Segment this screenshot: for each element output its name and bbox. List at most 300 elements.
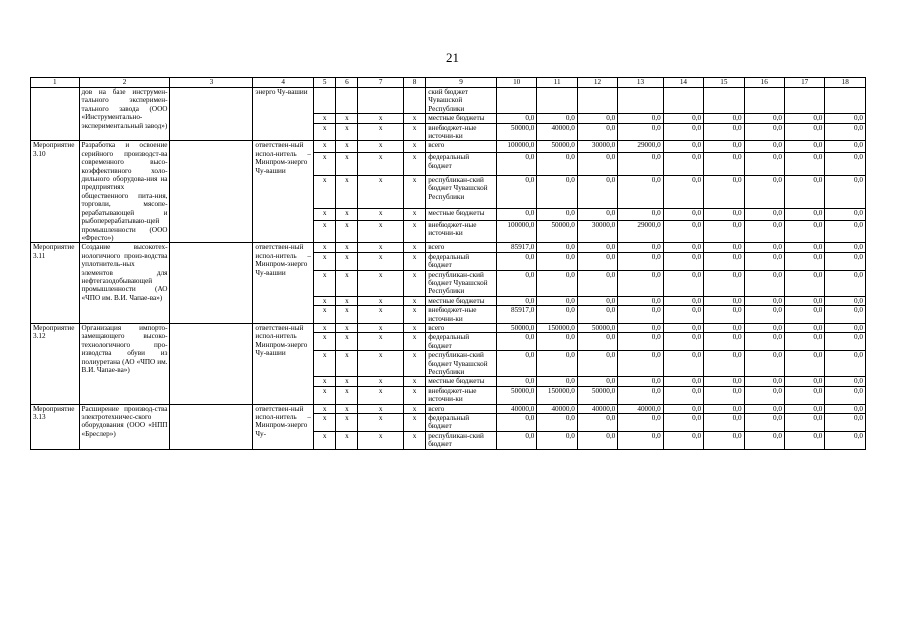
value-cell: 0,0 [825,404,866,413]
table-row [31,243,866,252]
value-cell: 40000,0 [618,404,663,413]
column-number: 4 [253,78,314,88]
value-cell: 0,0 [663,243,703,252]
value-cell: 0,0 [784,296,824,305]
value-cell: 0,0 [704,243,744,252]
value-cell: 0,0 [577,153,617,175]
mark-cell: x [403,351,425,377]
mark-cell: x [358,153,403,175]
value-cell: 0,0 [744,252,784,270]
mark-cell: x [403,153,425,175]
value-cell: 0,0 [744,243,784,252]
value-cell: 0,0 [663,175,703,208]
mark-cell: x [336,243,358,252]
mark-cell: x [336,414,358,432]
value-cell: 0,0 [825,220,866,243]
value-cell: 0,0 [825,323,866,332]
funding-source: ский бюджет Чувашской Республики [426,88,497,114]
value-cell: 0,0 [663,333,703,351]
mark-cell: x [336,306,358,324]
value-cell: 50000,0 [577,323,617,332]
value-cell: 0,0 [496,431,536,449]
table-row [31,323,866,332]
value-cell: 0,0 [618,123,663,141]
value-cell: 0,0 [618,243,663,252]
value-cell: 0,0 [496,175,536,208]
value-cell: 0,0 [744,175,784,208]
mark-cell: x [403,141,425,153]
value-cell: 0,0 [744,270,784,296]
mark-cell: x [403,377,425,386]
value-cell: 0,0 [784,252,824,270]
column-number: 9 [426,78,497,88]
value-cell: 0,0 [577,306,617,324]
value-cell: 0,0 [618,333,663,351]
mark-cell: x [403,270,425,296]
value-cell: 0,0 [618,414,663,432]
value-cell: 0,0 [663,377,703,386]
value-cell: 0,0 [744,296,784,305]
mark-cell: x [403,243,425,252]
mark-cell: x [336,220,358,243]
measure-name: Расширение производ-ства электротехничес-ского оборудования (ООО «НПП «Бреслер») [79,404,170,449]
funding-source: внебюджет-ные источни-ки [426,386,497,404]
value-cell: 0,0 [744,431,784,449]
value-cell: 0,0 [704,208,744,220]
funding-source: федеральный бюджет [426,333,497,351]
funding-source: внебюджет-ные источни-ки [426,306,497,324]
value-cell: 0,0 [784,431,824,449]
empty-cell [170,404,253,449]
measure-id: Мероприятие 3.12 [31,323,80,404]
value-cell: 0,0 [663,153,703,175]
value-cell: 0,0 [496,414,536,432]
mark-cell: x [314,208,336,220]
mark-cell: x [336,114,358,123]
value-cell: 0,0 [496,351,536,377]
mark-cell: x [336,153,358,175]
measure-executor: ответствен-ный испол-нитель – Минпром-энерго Чу-вашии [253,243,314,324]
mark-cell [336,88,358,114]
value-cell: 0,0 [704,414,744,432]
mark-cell: x [314,175,336,208]
value-cell: 50000,0 [537,141,577,153]
value-cell: 0,0 [704,123,744,141]
value-cell: 0,0 [784,175,824,208]
value-cell: 0,0 [577,252,617,270]
value-cell: 0,0 [784,323,824,332]
empty-cell [170,323,253,404]
value-cell: 0,0 [704,351,744,377]
value-cell: 0,0 [704,333,744,351]
value-cell: 0,0 [618,351,663,377]
measure-name: Разработка и освоение серийного производст-ва современного высо-коэффективного холо-дильного оборудова-ния на предприятиях общественного пита-ния, торговли, мясопе-рерабатывающей и рыбоперерабатываю-щей промышленности (ООО «Фресто») [79,141,170,243]
value-cell: 29000,0 [618,220,663,243]
value-cell: 0,0 [825,431,866,449]
value-cell: 0,0 [577,333,617,351]
value-cell: 0,0 [784,386,824,404]
funding-source: федеральный бюджет [426,153,497,175]
funding-source: всего [426,243,497,252]
value-cell: 0,0 [704,114,744,123]
value-cell: 0,0 [663,141,703,153]
value-cell: 0,0 [618,386,663,404]
mark-cell: x [358,220,403,243]
value-cell: 0,0 [577,414,617,432]
mark-cell: x [314,414,336,432]
empty-cell [170,141,253,243]
mark-cell: x [336,175,358,208]
value-cell: 0,0 [704,323,744,332]
measure-executor: ответствен-ный испол-нитель Минпром-энерго Чу-вашии [253,323,314,404]
mark-cell: x [314,252,336,270]
measure-name: Создание высокотех-нологичного произ-водства уплотнитель-ных элементов для нефтегазодобывающей промышленности (АО «ЧПО им. В.И. Чапае-ва») [79,243,170,324]
value-cell: 0,0 [784,123,824,141]
column-number: 5 [314,78,336,88]
value-cell [704,88,744,114]
column-number: 15 [704,78,744,88]
value-cell: 0,0 [704,386,744,404]
mark-cell: x [336,208,358,220]
mark-cell: x [358,323,403,332]
measure-id: Мероприятие 3.13 [31,404,80,449]
mark-cell: x [336,296,358,305]
value-cell: 0,0 [496,153,536,175]
value-cell: 0,0 [537,296,577,305]
value-cell [496,88,536,114]
value-cell: 0,0 [704,377,744,386]
mark-cell [314,88,336,114]
mark-cell: x [403,306,425,324]
column-number: 10 [496,78,536,88]
value-cell: 0,0 [618,306,663,324]
mark-cell: x [403,208,425,220]
value-cell: 0,0 [784,114,824,123]
value-cell: 0,0 [825,414,866,432]
funding-source: внебюджет-ные источни-ки [426,220,497,243]
value-cell: 0,0 [537,208,577,220]
funding-source: федеральный бюджет [426,252,497,270]
value-cell: 50000,0 [577,386,617,404]
value-cell: 0,0 [744,333,784,351]
empty-cell [170,243,253,324]
table-row [31,141,866,153]
mark-cell: x [403,323,425,332]
mark-cell: x [314,404,336,413]
value-cell: 0,0 [744,351,784,377]
value-cell: 0,0 [784,141,824,153]
measure-name: Организация импорто-замещающего высоко-технологичного про-изводства обуви из полиуретана (АО «ЧПО им. В.И. Чапае-ва») [79,323,170,404]
value-cell: 0,0 [744,220,784,243]
value-cell: 0,0 [496,333,536,351]
value-cell: 0,0 [704,270,744,296]
value-cell: 0,0 [577,208,617,220]
mark-cell: x [358,270,403,296]
value-cell: 0,0 [784,270,824,296]
page-number: 21 [446,50,459,65]
value-cell: 0,0 [744,306,784,324]
mark-cell: x [336,431,358,449]
funding-source: республикан-ский бюджет Чувашской Республики [426,351,497,377]
mark-cell: x [336,333,358,351]
value-cell: 0,0 [577,351,617,377]
funding-source: местные бюджеты [426,377,497,386]
value-cell: 0,0 [744,414,784,432]
value-cell: 85917,0 [496,243,536,252]
mark-cell: x [403,414,425,432]
mark-cell: x [358,431,403,449]
column-number: 8 [403,78,425,88]
value-cell: 0,0 [663,123,703,141]
value-cell: 40000,0 [577,404,617,413]
mark-cell: x [314,431,336,449]
mark-cell: x [358,351,403,377]
value-cell: 0,0 [618,296,663,305]
value-cell: 0,0 [663,351,703,377]
value-cell: 0,0 [496,377,536,386]
mark-cell: x [314,114,336,123]
value-cell: 0,0 [618,323,663,332]
column-number: 11 [537,78,577,88]
mark-cell: x [314,123,336,141]
value-cell [784,88,824,114]
value-cell [618,88,663,114]
value-cell: 0,0 [577,243,617,252]
value-cell: 0,0 [704,306,744,324]
mark-cell: x [314,153,336,175]
mark-cell: x [358,296,403,305]
value-cell: 0,0 [663,386,703,404]
value-cell: 0,0 [537,377,577,386]
value-cell: 50000,0 [496,123,536,141]
value-cell: 0,0 [704,431,744,449]
mark-cell [403,88,425,114]
value-cell: 85917,0 [496,306,536,324]
funding-source: местные бюджеты [426,208,497,220]
value-cell: 0,0 [704,153,744,175]
mark-cell: x [336,123,358,141]
table-row [31,404,866,413]
value-cell: 0,0 [784,351,824,377]
value-cell: 0,0 [784,208,824,220]
value-cell: 29000,0 [618,141,663,153]
mark-cell [358,88,403,114]
measure-id: Мероприятие 3.11 [31,243,80,324]
value-cell: 0,0 [825,296,866,305]
value-cell: 0,0 [618,153,663,175]
column-number: 6 [336,78,358,88]
value-cell: 100000,0 [496,220,536,243]
value-cell: 0,0 [577,296,617,305]
measure-executor: ответствен-ный испол-нитель – Минпром-энерго Чу-вашии [253,141,314,243]
value-cell: 0,0 [825,351,866,377]
value-cell: 0,0 [537,153,577,175]
value-cell: 0,0 [825,243,866,252]
mark-cell: x [314,333,336,351]
funding-source: всего [426,323,497,332]
mark-cell: x [314,386,336,404]
value-cell: 0,0 [577,114,617,123]
value-cell: 40000,0 [537,404,577,413]
value-cell: 0,0 [663,114,703,123]
value-cell: 0,0 [537,431,577,449]
mark-cell: x [358,123,403,141]
value-cell: 0,0 [825,141,866,153]
value-cell: 0,0 [784,220,824,243]
mark-cell: x [358,243,403,252]
value-cell: 0,0 [496,208,536,220]
measure-executor: ответствен-ный испол-нитель – Минпром-энерго Чу- [253,404,314,449]
funding-source: республикан-ский бюджет Чувашской Республики [426,270,497,296]
mark-cell: x [358,333,403,351]
value-cell: 0,0 [825,123,866,141]
value-cell: 0,0 [744,153,784,175]
value-cell: 0,0 [537,243,577,252]
funding-source: республикан-ский бюджет [426,431,497,449]
mark-cell: x [314,141,336,153]
value-cell: 0,0 [496,114,536,123]
value-cell: 0,0 [537,414,577,432]
value-cell: 0,0 [825,252,866,270]
mark-cell: x [358,114,403,123]
value-cell: 0,0 [784,243,824,252]
value-cell: 40000,0 [537,123,577,141]
mark-cell: x [336,404,358,413]
mark-cell: x [358,386,403,404]
mark-cell: x [403,431,425,449]
mark-cell: x [314,243,336,252]
value-cell [825,88,866,114]
value-cell: 50000,0 [496,323,536,332]
value-cell: 0,0 [784,377,824,386]
mark-cell: x [336,351,358,377]
value-cell: 0,0 [744,386,784,404]
value-cell: 0,0 [784,404,824,413]
value-cell: 0,0 [663,296,703,305]
value-cell: 0,0 [825,386,866,404]
mark-cell: x [403,404,425,413]
value-cell: 50000,0 [537,220,577,243]
mark-cell: x [314,296,336,305]
value-cell: 0,0 [744,208,784,220]
mark-cell: x [314,323,336,332]
mark-cell: x [403,220,425,243]
value-cell: 0,0 [704,296,744,305]
value-cell: 0,0 [744,123,784,141]
column-number: 16 [744,78,784,88]
value-cell: 0,0 [577,175,617,208]
funding-source: внебюджет-ные источни-ки [426,123,497,141]
mark-cell: x [358,175,403,208]
funding-source: федеральный бюджет [426,414,497,432]
value-cell: 100000,0 [496,141,536,153]
value-cell: 0,0 [744,323,784,332]
value-cell: 0,0 [825,377,866,386]
value-cell: 0,0 [663,208,703,220]
value-cell: 0,0 [537,333,577,351]
table-row [31,88,866,114]
mark-cell: x [314,220,336,243]
mark-cell: x [336,252,358,270]
value-cell: 0,0 [825,114,866,123]
mark-cell: x [336,323,358,332]
funding-source: республикан-ский бюджет Чувашской Республики [426,175,497,208]
value-cell: 50000,0 [496,386,536,404]
funding-source: местные бюджеты [426,296,497,305]
column-number: 17 [784,78,824,88]
mark-cell: x [403,333,425,351]
value-cell: 0,0 [784,306,824,324]
column-number: 14 [663,78,703,88]
value-cell: 0,0 [618,208,663,220]
value-cell: 0,0 [618,377,663,386]
mark-cell: x [358,252,403,270]
mark-cell: x [314,351,336,377]
value-cell: 0,0 [618,270,663,296]
value-cell: 0,0 [744,377,784,386]
value-cell: 150000,0 [537,386,577,404]
mark-cell: x [314,377,336,386]
value-cell: 0,0 [577,270,617,296]
value-cell: 0,0 [577,377,617,386]
value-cell [537,88,577,114]
value-cell: 40000,0 [496,404,536,413]
value-cell: 0,0 [618,114,663,123]
measure-name: дов на базе инструмен-тального эксперимен-тального завода (ООО «Инструментально-экспериментальный завод») [79,88,170,141]
value-cell: 0,0 [663,252,703,270]
value-cell: 0,0 [744,404,784,413]
value-cell [577,88,617,114]
mark-cell: x [358,404,403,413]
mark-cell: x [336,386,358,404]
program-table [30,77,866,450]
value-cell: 0,0 [744,114,784,123]
value-cell: 0,0 [496,252,536,270]
value-cell: 0,0 [537,175,577,208]
mark-cell: x [403,296,425,305]
value-cell: 0,0 [663,306,703,324]
value-cell: 0,0 [618,175,663,208]
mark-cell: x [403,123,425,141]
value-cell: 150000,0 [537,323,577,332]
column-number: 13 [618,78,663,88]
mark-cell: x [314,270,336,296]
empty-cell [170,88,253,141]
funding-source: всего [426,404,497,413]
funding-source: местные бюджеты [426,114,497,123]
value-cell [663,88,703,114]
value-cell: 0,0 [825,153,866,175]
value-cell: 30000,0 [577,220,617,243]
value-cell: 0,0 [577,431,617,449]
mark-cell: x [358,414,403,432]
value-cell: 0,0 [663,323,703,332]
value-cell: 0,0 [825,208,866,220]
value-cell: 0,0 [663,220,703,243]
value-cell: 0,0 [618,252,663,270]
value-cell: 0,0 [577,123,617,141]
mark-cell: x [403,252,425,270]
column-number-row [31,78,866,88]
column-number: 2 [79,78,170,88]
funding-source: всего [426,141,497,153]
value-cell: 0,0 [537,270,577,296]
mark-cell: x [403,175,425,208]
value-cell: 0,0 [784,414,824,432]
column-number: 7 [358,78,403,88]
value-cell: 0,0 [663,431,703,449]
measure-executor: энерго Чу-вашии [253,88,314,141]
